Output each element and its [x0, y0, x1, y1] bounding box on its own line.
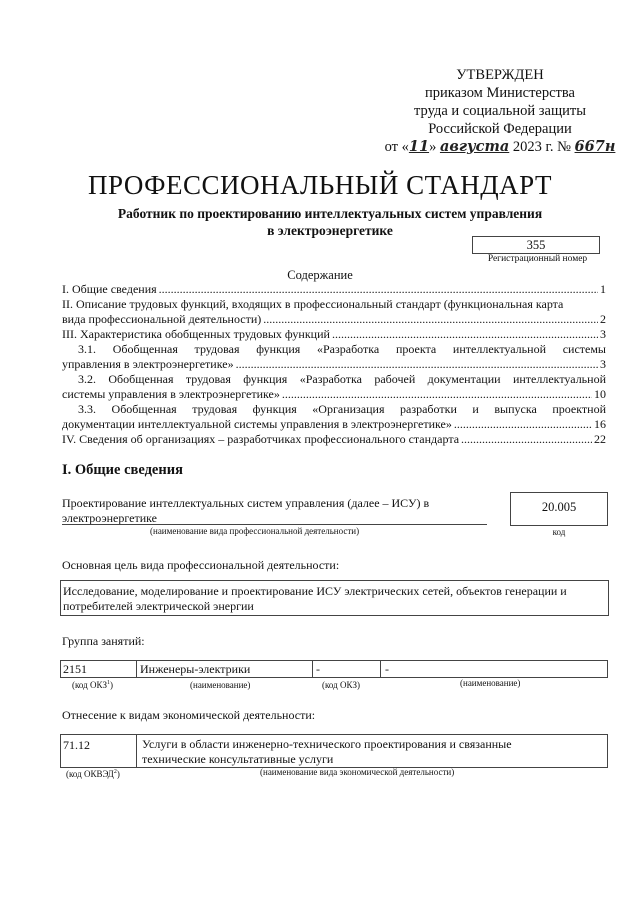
occupation-label: Группа занятий:: [62, 634, 145, 648]
occupation-caption-code: (код ОКЗ$^1$): [72, 680, 113, 690]
toc-item-iii[interactable]: III. Характеристика обобщенных трудовых функций ..... 3: [62, 327, 606, 342]
occupation-name: Инженеры-электрики: [140, 662, 251, 676]
occupation-caption-code-2: (код ОКЗ): [322, 680, 360, 690]
okved-code: 71.12: [63, 738, 90, 752]
toc-item-i[interactable]: I. Общие сведения ..... 1: [62, 282, 606, 297]
approval-line-2: приказом Министерства: [425, 85, 575, 101]
approval-number: 667н: [574, 138, 616, 155]
activity-name: Проектирование интеллектуальных систем управления (далее – ИСУ) в электроэнергетике: [62, 496, 430, 525]
code-caption: код: [552, 527, 566, 537]
toc-item-3-1-cont[interactable]: управления в электроэнергетике» ..... 3: [62, 357, 606, 372]
code-value: 20.005: [541, 500, 577, 514]
approval-line-1: УТВЕРЖДЕН: [456, 67, 544, 83]
toc-item-3-3-cont[interactable]: документации интеллектуальной системы управления в электроэнергетике» ..... 16: [62, 417, 606, 432]
activity-caption: (наименование вида профессиональной деятельности): [150, 526, 360, 536]
approval-line-3: труда и социальной защиты: [414, 103, 586, 119]
approval-day: 11: [408, 138, 430, 155]
toc-item-iv[interactable]: IV. Сведения об организациях – разработчиках профессионального стандарта ..... 22: [62, 432, 606, 447]
document-title: ПРОФЕССИОНАЛЬНЫЙ СТАНДАРТ: [87, 170, 553, 200]
toc-item-ii[interactable]: II. Описание трудовых функций, входящих в профессиональный стандарт (функциональная карта: [62, 297, 564, 311]
contents-heading: Содержание: [287, 268, 353, 282]
occupation-code-2: -: [316, 662, 320, 676]
approval-date-line: от «11» августа 2023 г. № 667н: [384, 138, 616, 155]
okved-caption-name: (наименование вида экономической деятельности): [260, 767, 455, 777]
approval-month: августа: [439, 138, 510, 155]
toc-item-3-2[interactable]: 3.2. Обобщенная трудовая функция «Разработка рабочей документации интеллектуальной: [78, 372, 606, 386]
document-subtitle: [60, 205, 600, 239]
goal-text: Исследование, моделирование и проектирование ИСУ электрических сетей, объектов генерации и потребителей электрической энергии: [63, 584, 567, 613]
okved-name: Услуги в области инженерно-технического проектирования и связанные технические консультативные услуги: [142, 737, 512, 766]
approval-year: 2023 г. №: [512, 139, 571, 155]
approval-line-4: Российской Федерации: [428, 121, 572, 137]
section-heading: I. Общие сведения: [62, 462, 183, 478]
subtitle-line-2: в электроэнергетике: [267, 223, 393, 238]
toc-list: [62, 282, 606, 447]
registration-number-box: 355: [472, 236, 600, 254]
occupation-code: 2151: [63, 662, 87, 676]
okved-caption-code: (код ОКВЭД$^2$): [66, 769, 120, 779]
occupation-caption-name-2: (наименование): [460, 678, 521, 688]
subtitle-line-1: Работник по проектированию интеллектуальных систем управления: [117, 206, 543, 221]
toc-item-3-2-cont[interactable]: системы управления в электроэнергетике» ..... 10: [62, 387, 606, 402]
goal-label: Основная цель вида профессиональной деятельности:: [62, 558, 340, 572]
toc-item-ii-cont[interactable]: вида профессиональной деятельности) ..... 2: [62, 312, 606, 327]
toc-item-3-3[interactable]: 3.3. Обобщенная трудовая функция «Организация разработки и выпуска проектной: [78, 402, 606, 416]
okved-label: Отнесение к видам экономической деятельности:: [62, 708, 316, 722]
activity-underline: [62, 524, 487, 525]
registration-caption: Регистрационный номер: [487, 254, 588, 264]
toc-item-3-1[interactable]: 3.1. Обобщенная трудовая функция «Разработка проекта интеллектуальной системы: [78, 342, 606, 356]
approval-block: [380, 66, 620, 156]
occupation-caption-name: (наименование): [190, 680, 251, 690]
occupation-name-2: -: [385, 662, 389, 676]
